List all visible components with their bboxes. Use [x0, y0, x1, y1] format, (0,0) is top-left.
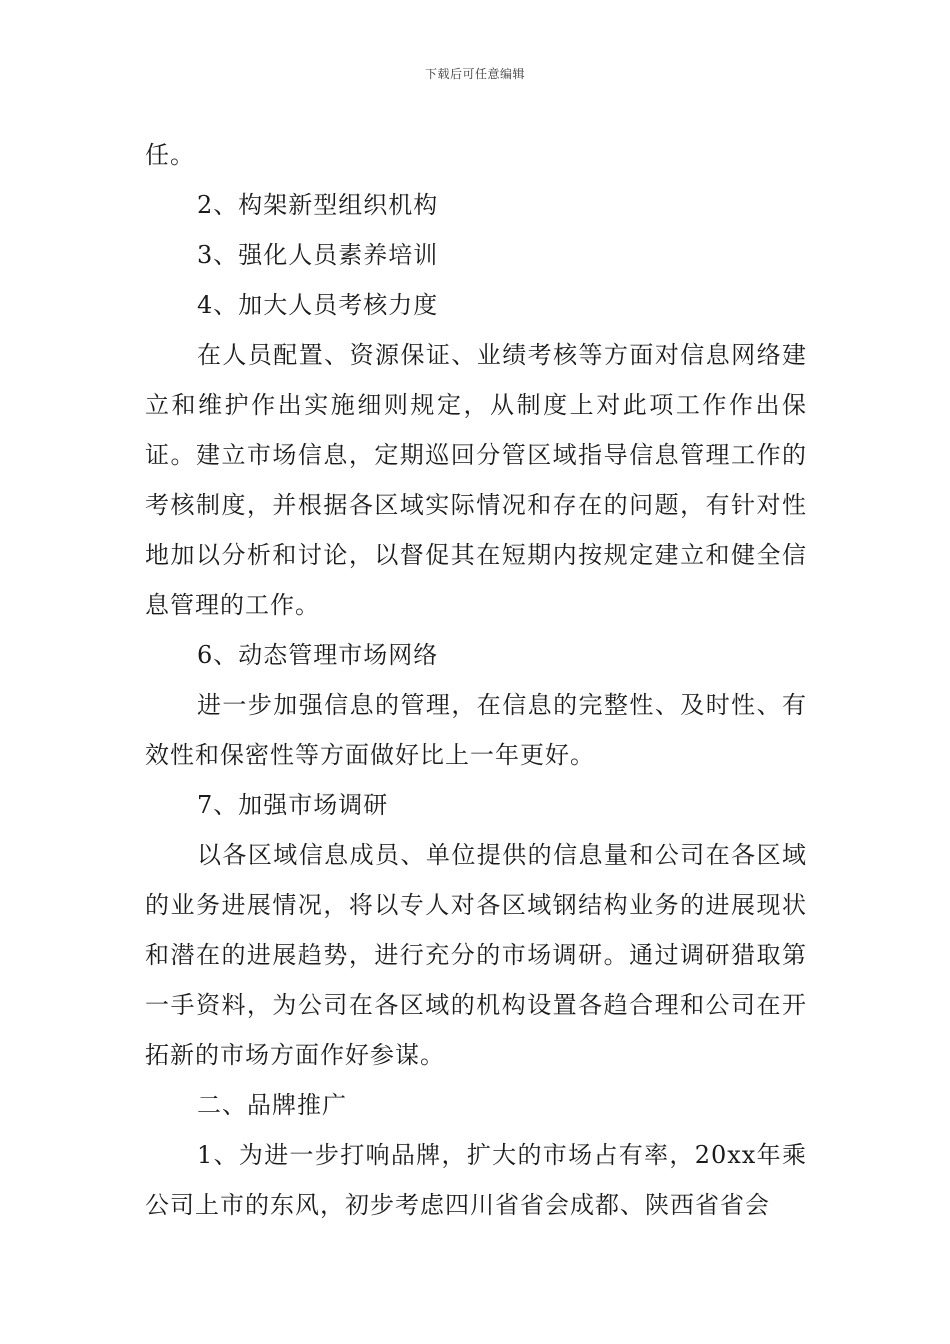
- page-header: 下载后可任意编辑: [424, 67, 525, 81]
- paragraph: 以各区域信息成员、单位提供的信息量和公司在各区域的业务进展情况，将以专人对各区域钢结构业务的进展现状和潜在的进展趋势，进行充分的市场调研。通过调研猎取第一手资料，为公司在各区域的机构设置各趋合理和公司在开拓新的市场方面作好参谋。: [145, 841, 807, 1069]
- paragraph: 任。: [145, 141, 195, 169]
- paragraph: 1、为进一步打响品牌，扩大的市场占有率，20xx年乘公司上市的东风，初步考虑四川省省会成都、陕西省省会: [145, 1141, 807, 1219]
- list-item-heading: 3、强化人员素养培训: [197, 241, 439, 269]
- document-body: [145, 130, 807, 1230]
- paragraph: 进一步加强信息的管理，在信息的完整性、及时性、有效性和保密性等方面做好比上一年更好。: [145, 691, 807, 769]
- paragraph: 在人员配置、资源保证、业绩考核等方面对信息网络建立和维护作出实施细则规定，从制度上对此项工作作出保证。建立市场信息，定期巡回分管区域指导信息管理工作的考核制度，并根据各区域实际情况和存在的问题，有针对性地加以分析和讨论，以督促其在短期内按规定建立和健全信息管理的工作。: [145, 341, 807, 619]
- list-item-heading: 2、构架新型组织机构: [197, 191, 439, 219]
- list-item-heading: 7、加强市场调研: [197, 791, 389, 819]
- list-item-heading: 4、加大人员考核力度: [197, 291, 439, 319]
- list-item-heading: 6、动态管理市场网络: [197, 641, 439, 669]
- section-heading: 二、品牌推广: [197, 1091, 347, 1119]
